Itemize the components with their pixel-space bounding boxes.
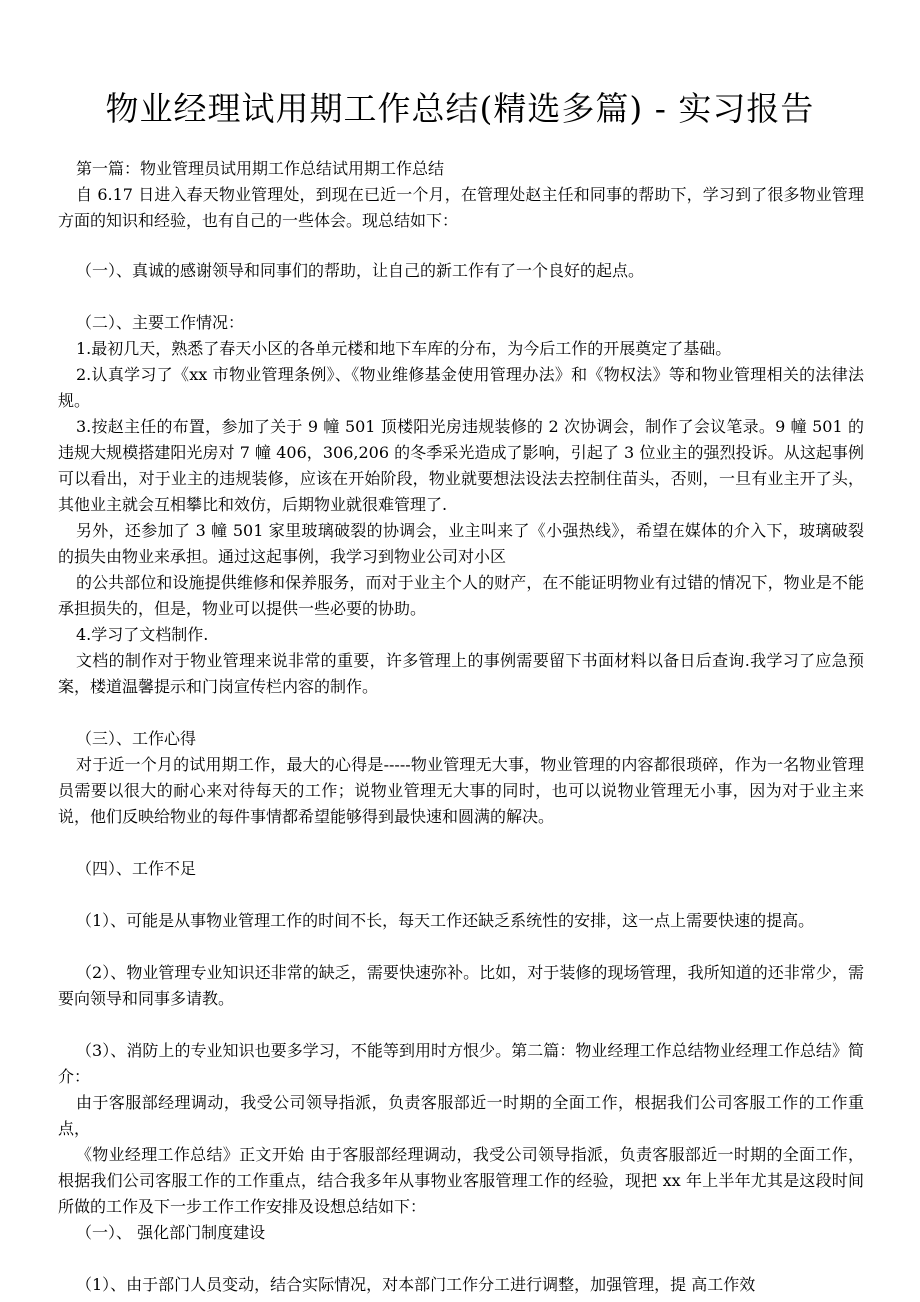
section-heading-shortcomings: （四）、工作不足: [76, 859, 197, 878]
shortcoming-item-1: （1）、可能是从事物业管理工作的时间不长，每天工作还缺乏系统性的安排，这一点上需要快速的提高。: [76, 911, 815, 930]
paragraph-continuation: 的公共部位和设施提供维修和保养服务，而对于业主个人的财产，在不能证明物业有过错的情况下，物业是不能承担损失的，但是，物业可以提供一些必要的协助。: [58, 573, 864, 618]
list-item-3: 3.按赵主任的布置，参加了关于 9 幢 501 顶楼阳光房违规装修的 2 次协调会，制作了会议笔录。9 幢 501 的违规大规模搭建阳光房对 7 幢 406，306,206 的冬季采光造成了影响，引起了 3 位业主的强烈投诉。从这起事例可以看出，对于业主的违规装修，应该在开始阶段，物业就要想法设法去控制住苗头，否则，一旦有业主开了头，其他业主就会互相攀比和效仿，后期物业就很难管理了.: [58, 417, 864, 514]
list-item-2: 2.认真学习了《xx 市物业管理条例》、《物业维修基金使用管理办法》和《物权法》等和物业管理相关的法律法规。: [58, 365, 864, 410]
document-title: 物业经理试用期工作总结(精选多篇) - 实习报告: [105, 89, 815, 128]
list-item-1: 1.最初几天，熟悉了春天小区的各单元楼和地下车库的分布，为今后工作的开展奠定了基础。: [76, 339, 732, 358]
section-heading-main-work: （二）、主要工作情况：: [76, 313, 245, 332]
section-heading-part-one: 第一篇：物业管理员试用期工作总结试用期工作总结: [76, 159, 445, 178]
shortcoming-item-3: （3）、消防上的专业知识也要多学习，不能等到用时方恨少。第二篇：物业经理工作总结物业经理工作总结》简介：: [58, 1041, 864, 1086]
paragraph-part-two-intro: 由于客服部经理调动，我受公司领导指派，负责客服部近一时期的全面工作，根据我们公司客服工作的工作重点，: [58, 1093, 864, 1138]
list-item-4: 4.学习了文档制作.: [76, 625, 209, 644]
shortcoming-item-2: （2）、物业管理专业知识还非常的缺乏，需要快速弥补。比如，对于装修的现场管理，我所知道的还非常少，需要向领导和同事多请教。: [58, 963, 864, 1008]
strengthen-item-1: （1）、由于部门人员变动，结合实际情况，对本部门工作分工进行调整，加强管理，提 高工作效: [76, 1275, 756, 1294]
paragraph-part-two-body: 《物业经理工作总结》正文开始 由于客服部经理调动，我受公司领导指派，负责客服部近一时期的全面工作，根据我们公司客服工作的工作重点，结合我多年从事物业客服管理工作的经验，现把 xx 年上半年尤其是这段时间所做的工作及下一步工作工作安排及设想总结如下：: [58, 1145, 864, 1216]
section-heading-insights: （三）、工作心得: [76, 729, 197, 748]
section-heading-thanks: （一）、真诚的感谢领导和同事们的帮助，让自己的新工作有了一个良好的起点。: [76, 261, 645, 280]
paragraph-intro: 自 6.17 日进入春天物业管理处，到现在已近一个月，在管理处赵主任和同事的帮助下，学习到了很多物业管理方面的知识和经验，也有自己的一些体会。现总结如下：: [58, 185, 864, 230]
paragraph-additional: 另外，还参加了 3 幢 501 家里玻璃破裂的协调会，业主叫来了《小强热线》，希望在媒体的介入下，玻璃破裂的损失由物业来承担。通过这起事例，我学习到物业公司对小区: [58, 521, 864, 566]
section-heading-strengthen: （一）、 强化部门制度建设: [76, 1223, 266, 1242]
paragraph-insights: 对于近一个月的试用期工作，最大的心得是-----物业管理无大事，物业管理的内容都很琐碎，作为一名物业管理员需要以很大的耐心来对待每天的工作；说物业管理无大事的同时，也可以说物业管理无小事，因为对于业主来说，他们反映给物业的每件事情都希望能够得到最快速和圆满的解决。: [58, 755, 864, 826]
paragraph-documents: 文档的制作对于物业管理来说非常的重要，许多管理上的事例需要留下书面材料以备日后查询.我学习了应急预案，楼道温馨提示和门岗宣传栏内容的制作。: [58, 651, 864, 696]
document-body: [58, 156, 864, 1298]
